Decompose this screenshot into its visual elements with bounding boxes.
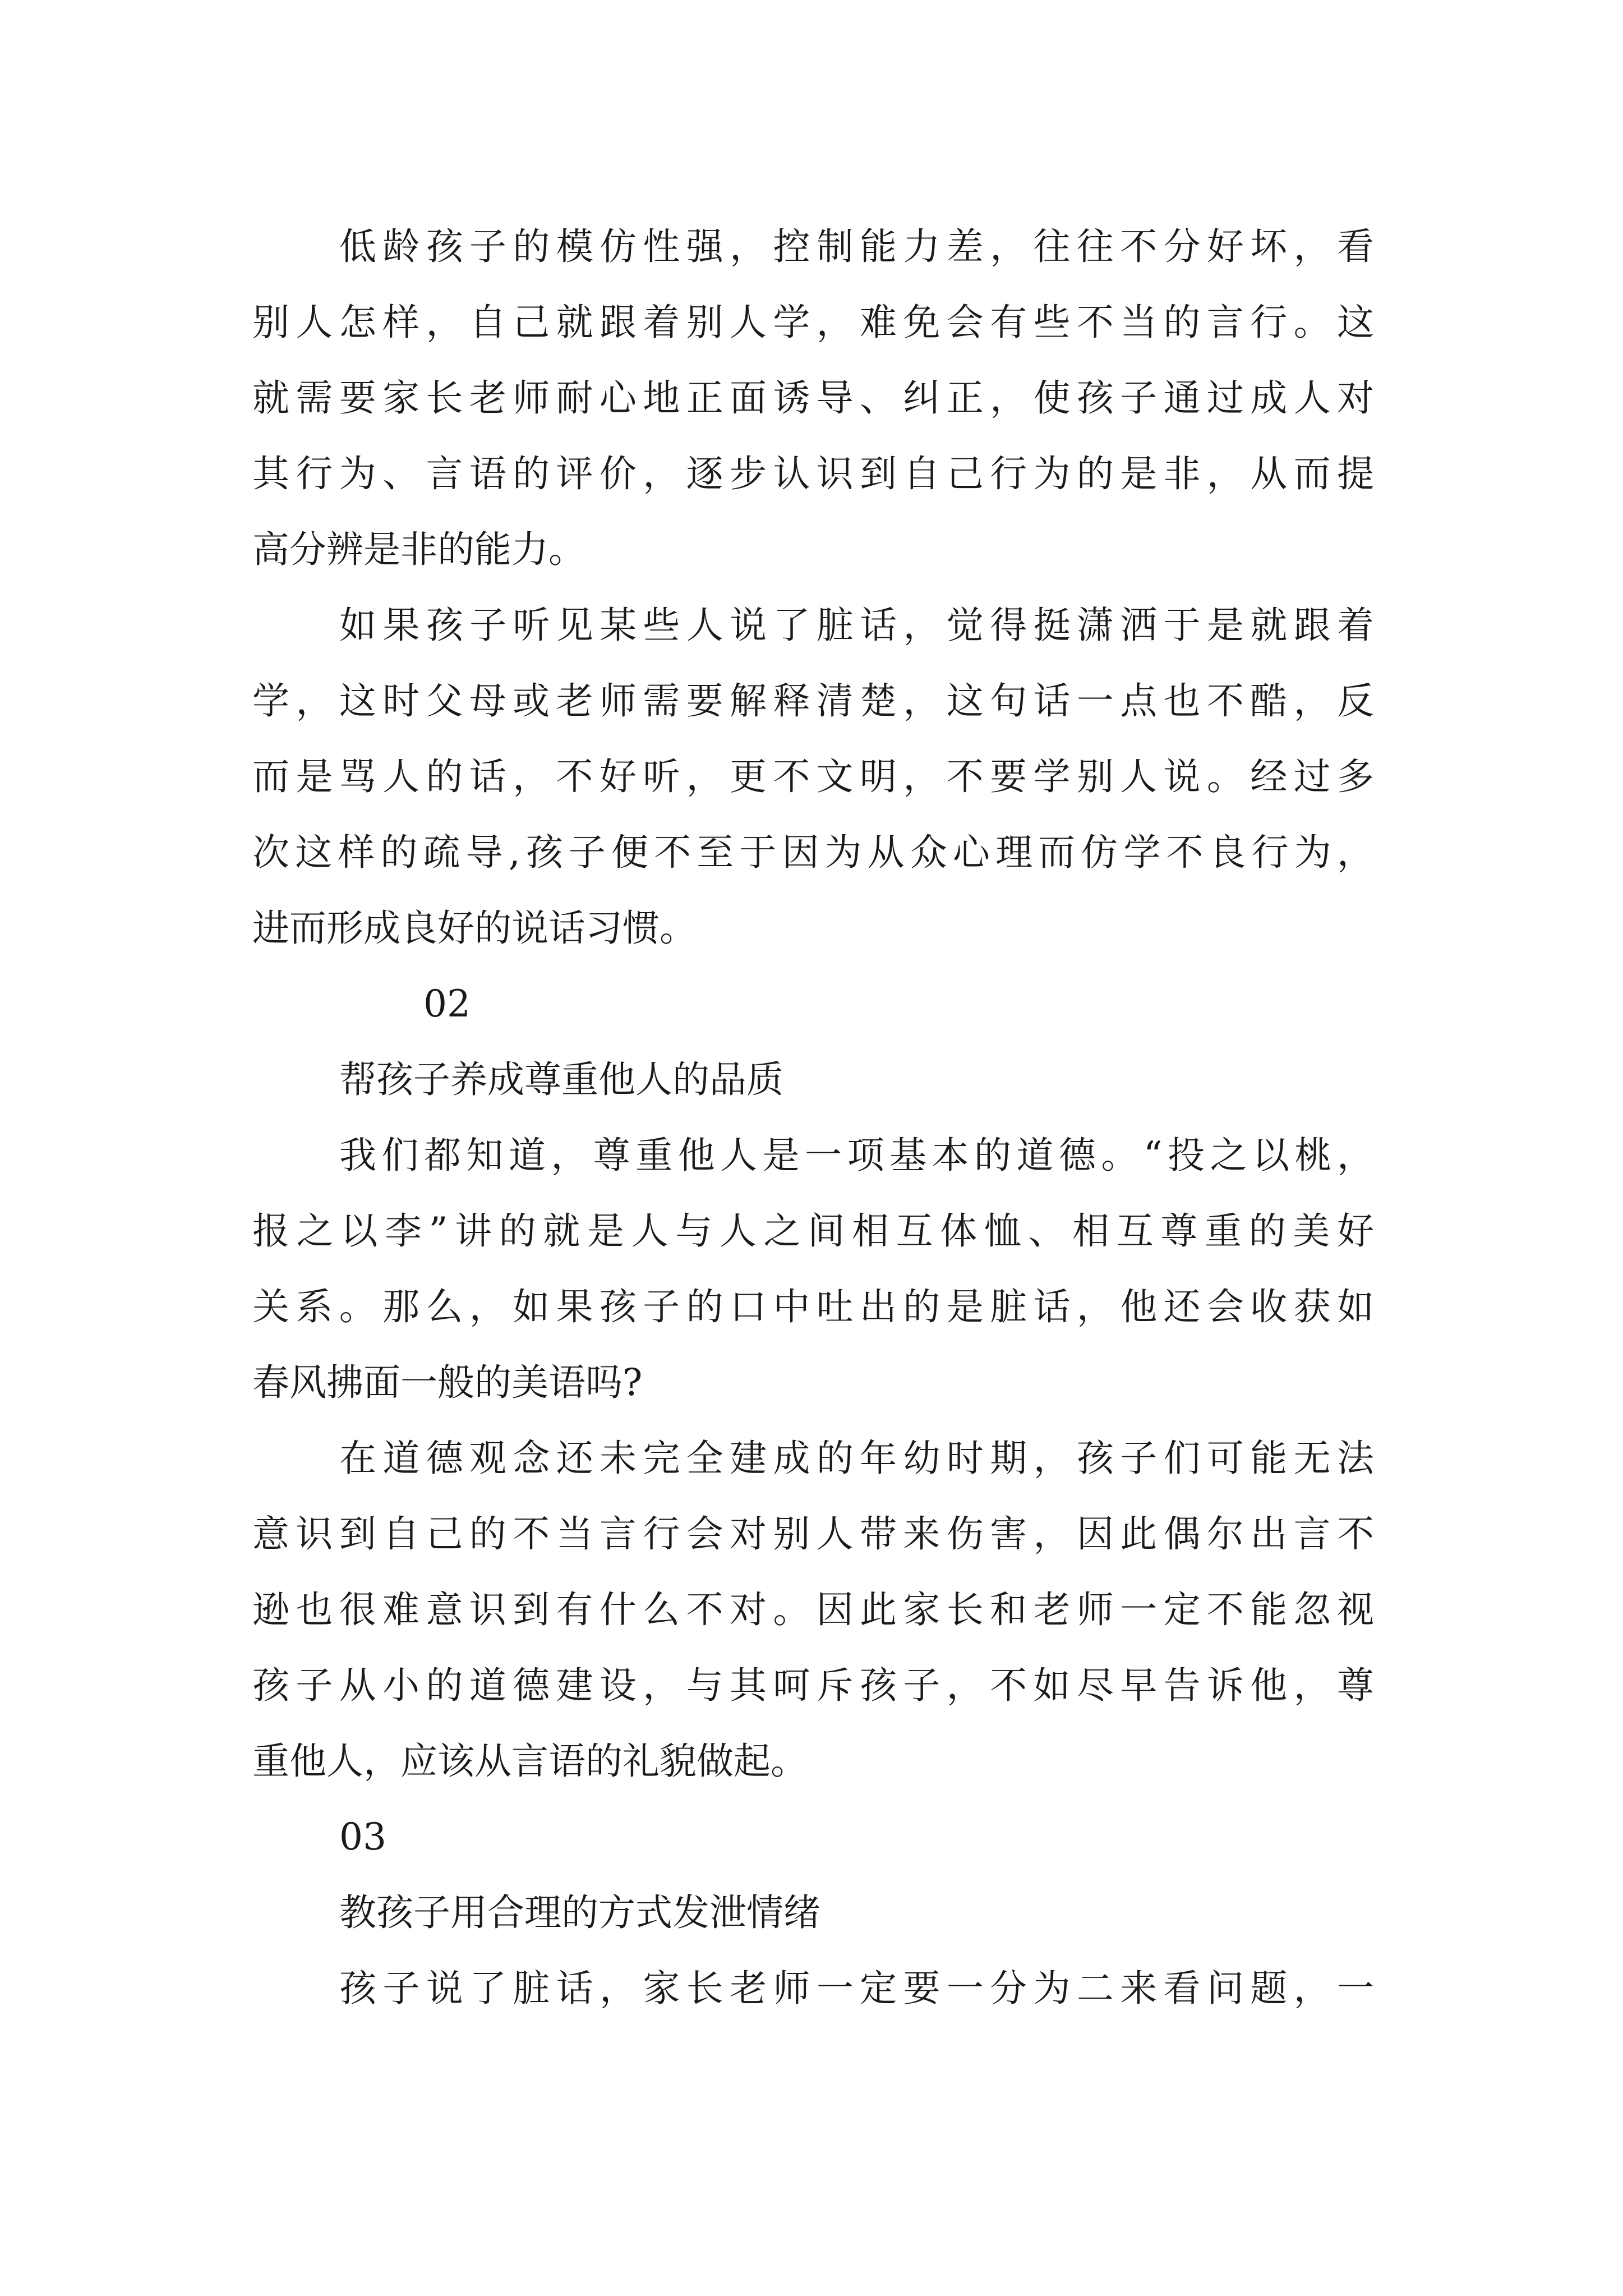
paragraph-2-line-5: 进而形成良好的说话习惯。 — [252, 907, 697, 950]
section-heading-2: 帮孩子养成尊重他人的品质 — [339, 1058, 783, 1101]
paragraph-1-line-1: 低龄孩子的模仿性强，控制能力差，往往不分好坏，看 — [339, 225, 1374, 268]
paragraph-2-line-1: 如果孩子听见某些人说了脏话，觉得挺潇洒于是就跟着 — [339, 604, 1374, 647]
paragraph-2-line-2: 学，这时父母或老师需要解释清楚，这句话一点也不酷，反 — [252, 679, 1374, 723]
paragraph-4-line-5: 重他人，应该从言语的礼貌做起。 — [252, 1740, 808, 1783]
paragraph-3-line-4: 春风拂面一般的美语吗? — [252, 1361, 643, 1404]
paragraph-1-line-4: 其行为、言语的评价，逐步认识到自己行为的是非，从而提 — [252, 452, 1374, 495]
paragraph-4-line-3: 逊也很难意识到有什么不对。因此家长和老师一定不能忽视 — [252, 1588, 1374, 1631]
paragraph-3-line-3: 关系。那么，如果孩子的口中吐出的是脏话，他还会收获如 — [252, 1285, 1374, 1328]
paragraph-2-line-4: 次这样的疏导,孩子便不至于因为从众心理而仿学不良行为， — [252, 831, 1374, 874]
section-number-03: 03 — [339, 1815, 386, 1858]
paragraph-4-line-4: 孩子从小的道德建设，与其呵斥孩子，不如尽早告诉他，尊 — [252, 1664, 1374, 1707]
paragraph-3-line-1: 我们都知道，尊重他人是一项基本的道德。“投之以桃， — [339, 1134, 1374, 1177]
paragraph-2-line-3: 而是骂人的话，不好听，更不文明，不要学别人说。经过多 — [252, 755, 1374, 798]
paragraph-1-line-2: 别人怎样，自己就跟着别人学，难免会有些不当的言行。这 — [252, 301, 1374, 344]
paragraph-5-line-1: 孩子说了脏话，家长老师一定要一分为二来看问题，一 — [339, 1967, 1374, 2010]
paragraph-4-line-2: 意识到自己的不当言行会对别人带来伤害，因此偶尔出言不 — [252, 1512, 1374, 1556]
section-heading-3: 教孩子用合理的方式发泄情绪 — [339, 1891, 820, 1934]
paragraph-1-line-5: 高分辨是非的能力。 — [252, 528, 585, 571]
paragraph-4-line-1: 在道德观念还未完全建成的年幼时期，孩子们可能无法 — [339, 1437, 1374, 1480]
paragraph-3-line-2: 报之以李”讲的就是人与人之间相互体恤、相互尊重的美好 — [252, 1209, 1374, 1253]
section-number-02: 02 — [423, 982, 471, 1025]
paragraph-1-line-3: 就需要家长老师耐心地正面诱导、纠正，使孩子通过成人对 — [252, 376, 1374, 420]
